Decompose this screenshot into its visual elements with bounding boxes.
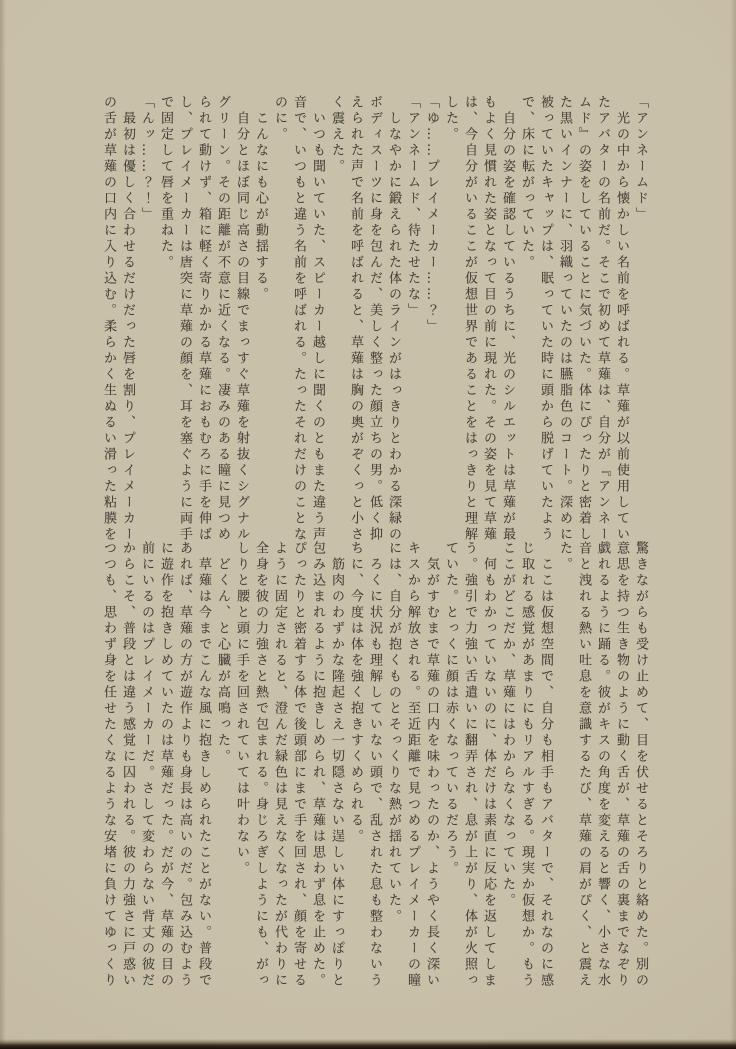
paragraph: いつも聞いていた、スピーカー越しに聞くのともまた違う声音で、いつもと違う名前を呼ばれる。たったそれだけのことなのに。 (272, 95, 325, 543)
paragraph: ここは仮想空間で、自分も相手もアバターで、それなのに感じ取れる感覚があまりにもリアルすぎる。現実か仮想か。もうここがどこだか、草薙にはわからなくなっていた。 (500, 541, 553, 989)
paragraph: 気がすむまで草薙の口内を味わったのか、ようやく長く深いキスから解放される。至近距離で見つめるプレイメーカーの瞳には、自分が抱くものとそっくりな熱が揺れていた。 (386, 541, 439, 989)
page-edge-shadow-left (0, 0, 6, 1049)
paragraph: 「アンネームド、待たせたな」 (405, 95, 420, 319)
paragraph: 驚きながらも受け止めて、目を伏せるとそろりと絡めた。別の意思を持つ生き物のように動く舌が、草薙の舌の裏までなぞり戯れるように踊る。彼がキスの角度を変えると響く、小さな水音と洩れる熱い吐息を意識するたび、草薙の肩がぴく、と震えた。 (557, 541, 648, 989)
paragraph: 自分とほぼ同じ高さの目線でまっすぐ草薙を射抜くシグナルグリーン。その距離が不意に近くなる。凄みのある瞳に見つめられて動けず、箱に軽く寄りかかる草薙におもむろに手を伸ばし、プレイメーカーは唐突に草薙の顔を、耳を塞ぐように両手で固定して唇を重ねた。 (158, 95, 249, 543)
page-edge-shadow-right (730, 0, 736, 1049)
paragraph: 最初は優しく合わせるだけだった唇を割り、プレイメーカーの舌が草薙の口内に入り込む。柔らかく生ぬるい滑った粘膜を (101, 95, 135, 543)
text-block-top (99, 95, 650, 545)
paragraph: 筋肉のわずかな隆起さえ一切隠さない逞しい体にすっぽりと包み込まれるように抱きしめられ、草薙は思わず息を止めた。ぴったりと密着する体で後頭部にまで手を回され、顔を寄せるように固定されると、澄んだ緑色は見えなくなったが代わりに全身を彼の力強さと熱で包まれる。身じろぎしようにも、がっしりと腰と頭に手を回されていては叶わない。 (234, 541, 344, 989)
paragraph: 「んッ……？！」 (139, 95, 154, 223)
paragraph: どくん、と心臓が高鳴った。 (215, 541, 230, 765)
paragraph: こんなにも心が動揺する。 (253, 95, 268, 303)
page-edge-shadow-bottom (0, 1039, 736, 1049)
paragraph: 「アンネームド」 (633, 95, 648, 223)
paragraph: 草薙は今までこんな風に抱きしめられたことがない。普段であれば、草薙の方が遊作よりも身長は高いのだ。包み込むように遊作を抱きしめていたのは草薙だった。だが今、草薙の目の前にいるのはプレイメーカーだ。さして変わらない背丈の彼だからこそ、普段とは違う感覚に囚われる。彼の力強さに戸惑いつつも、思わず身を任せたくなるような安堵に負けてゆっくり (101, 541, 211, 989)
paragraph: ろくに状況も理解していない頭で、乱された息も整わないうちに、今度は体を強く抱きすくめられる。 (348, 541, 382, 989)
text-block-bottom (99, 541, 650, 991)
paragraph: 光の中から懐かしい名前を呼ばれる。草薙が以前使用していたアバターの名前だ。そこで初めて草薙は、自分が『アンネームド』の姿をしていることに気づいた。体にぴったりと密着した黒いインナーに、羽織っていたのは臙脂色のコート。深めに被っていたキャップは、眠っていた時に頭から脱げていたようで、床に転がっていた。 (519, 95, 629, 543)
paragraph: 何もわかっていないのに、体だけは素直に反応を返してしまう。強引で力強い舌遣いに翻弄され、息が上がり、体が火照っていた。とっくに顔は赤くなっているだろう。 (443, 541, 496, 989)
paragraph: 「ゆ……プレイメーカー……？」 (424, 95, 439, 335)
paragraph: 自分の姿を確認しているうちに、光のシルエットは草薙が最もよく見慣れた姿となって目の前に現れた。その姿を見て草薙は、今自分がいるここが仮想世界であることをはっきりと理解した。 (443, 95, 515, 543)
paragraph: しなやかに鍛えられた体のラインがはっきりとわかる深緑のボディスーツに身を包んだ、美しく整った顔立ちの男。低く抑えられた声で名前を呼ばれると、草薙は胸の奥がぞくっと小さく震えた。 (329, 95, 401, 543)
